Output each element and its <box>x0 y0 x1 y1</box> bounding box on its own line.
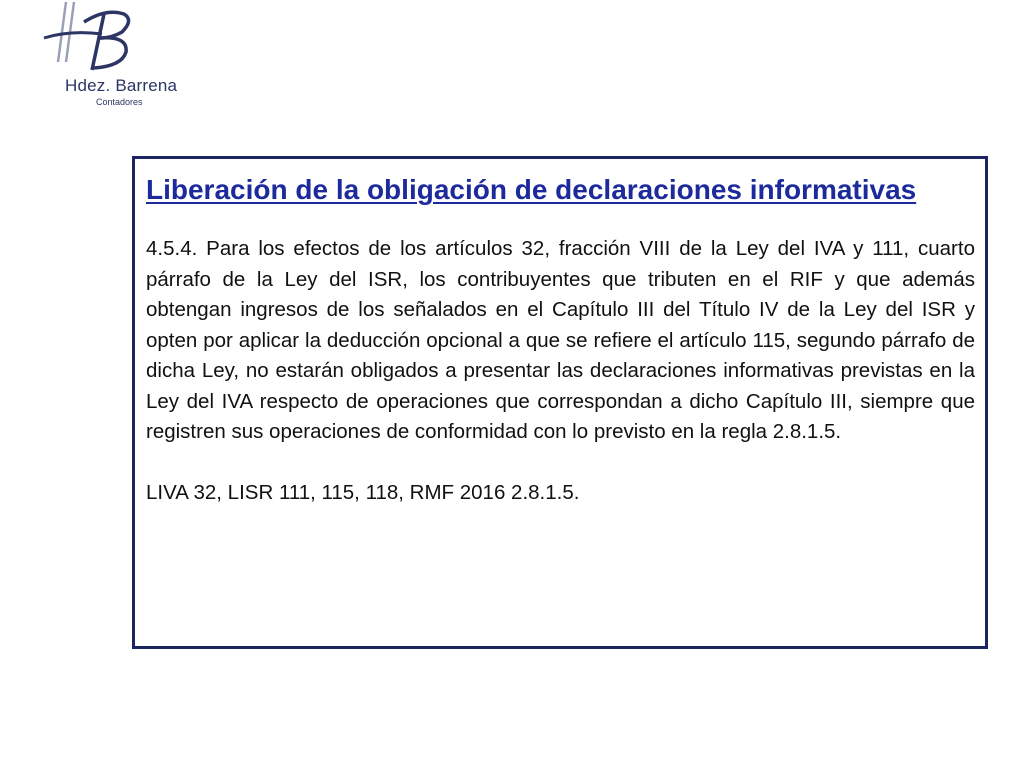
rule-title: Liberación de la obligación de declaraciones informativas <box>146 174 917 205</box>
rule-body: 4.5.4. Para los efectos de los artículos 32, fracción VIII de la Ley del IVA y 111, cuarto párrafo de la Ley del ISR, los contribuyentes que tributen en el RIF y que además obtengan ingresos de los señalados en el Capítulo III del Título IV de la Ley del ISR y opten por aplicar la deducción opcional a que se refiere el artículo 115, segundo párrafo de dicha Ley, no estarán obligados a presentar las declaraciones informativas previstas en la Ley del IVA respecto de operaciones que correspondan a dicho Capítulo III, siempre que registren sus operaciones de conformidad con lo previsto en la regla 2.8.1.5. <box>146 237 975 443</box>
hb-monogram-icon <box>30 0 150 80</box>
rule-references: LIVA 32, LISR 111, 115, 118, RMF 2016 2.8.1.5. <box>146 480 580 504</box>
rule-content-box <box>132 156 988 649</box>
logo-company-name: Hdez. Barrena <box>65 76 178 95</box>
company-logo <box>30 0 178 115</box>
logo-company-subtitle: Contadores <box>96 97 143 107</box>
